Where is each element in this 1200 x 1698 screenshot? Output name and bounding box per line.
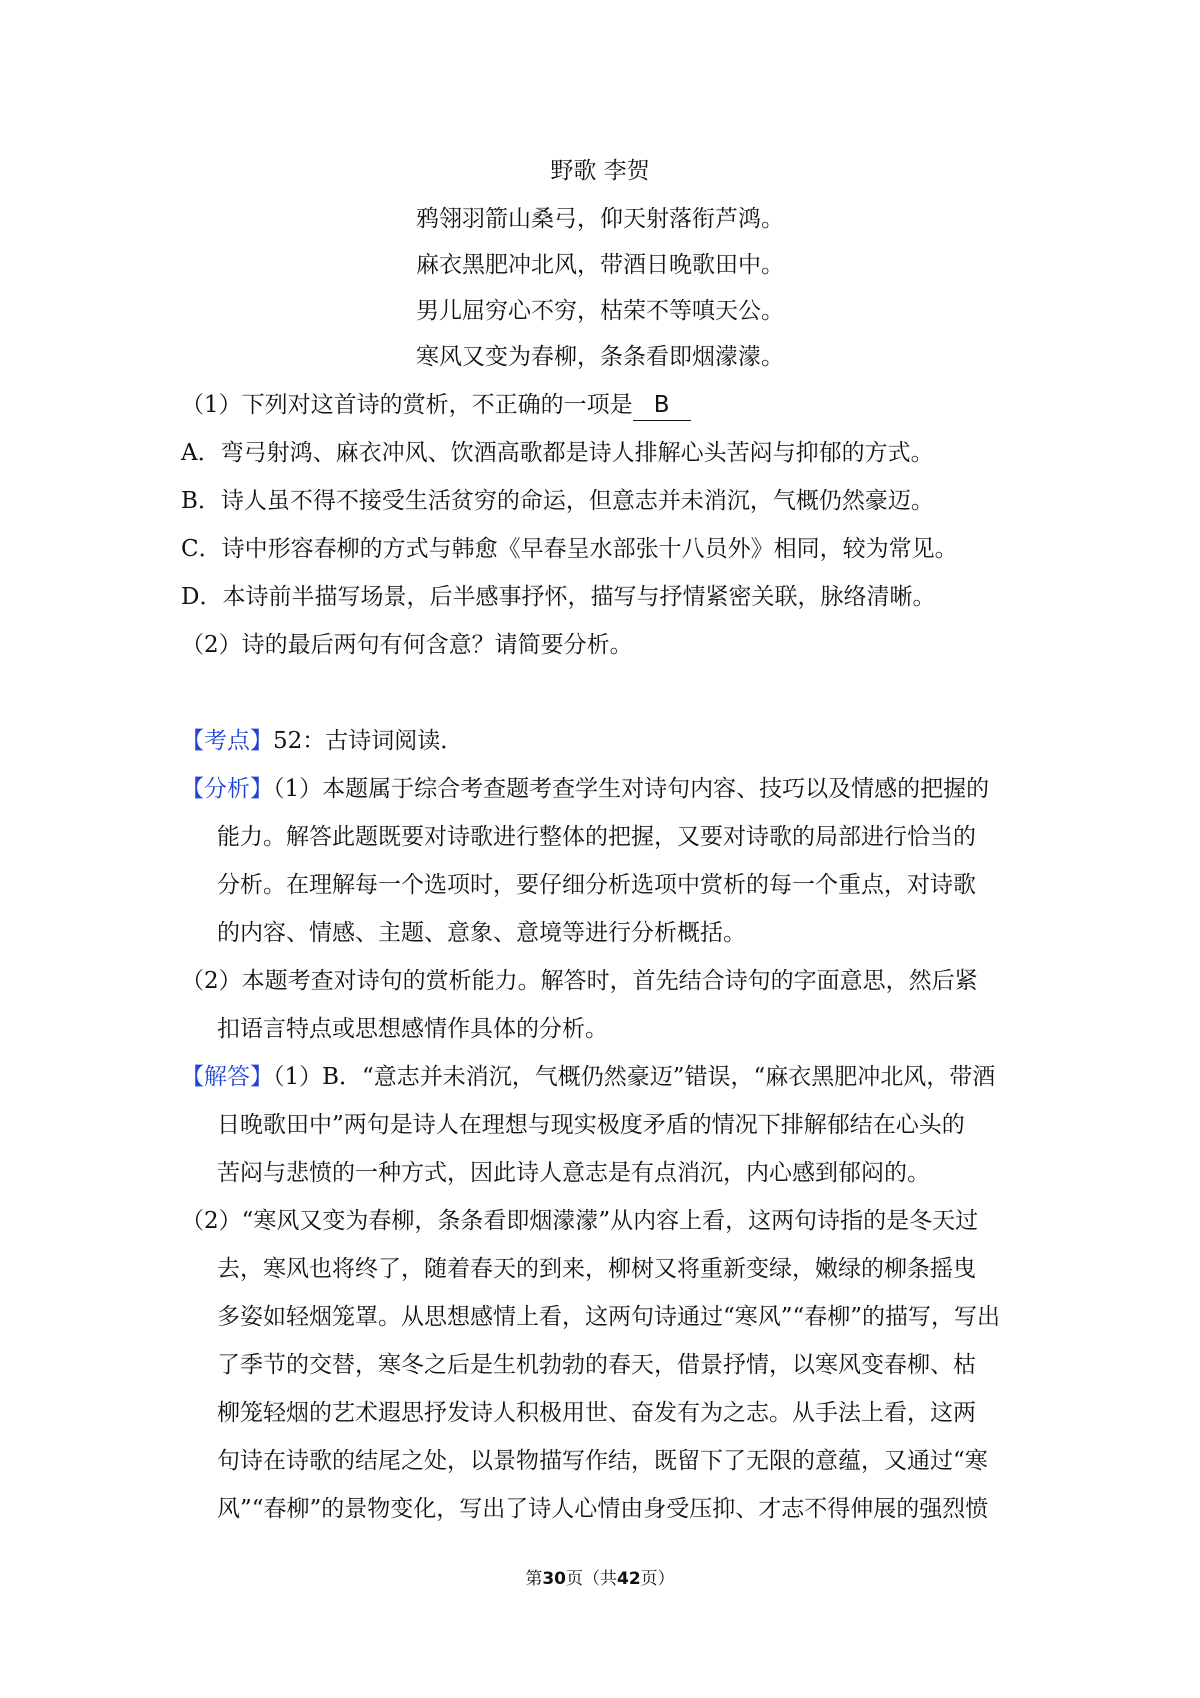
question-1 xyxy=(181,390,691,421)
footer-middle: 页（共 xyxy=(566,1569,617,1589)
fenxi-label: 【分析】 xyxy=(181,776,273,802)
fenxi-p1-line: 能力。解答此题既要对诗歌进行整体的把握，又要对诗歌的局部进行恰当的 xyxy=(217,824,976,850)
fenxi-first-line xyxy=(181,774,989,804)
jieda-p2-line: 了季节的交替，寒冬之后是生机勃勃的春天，借景抒情，以寒风变春柳、枯 xyxy=(217,1352,976,1378)
poem-line: 男儿屈穷心不穷，枯荣不等嗔天公。 xyxy=(416,298,784,324)
fenxi-p1-line: 的内容、情感、主题、意象、意境等进行分析概括。 xyxy=(217,920,746,946)
question-1-stem: （1）下列对这首诗的赏析，不正确的一项是 xyxy=(181,392,633,418)
jieda-p2-line: 去，寒风也将终了，随着春天的到来，柳树又将重新变绿，嫩绿的柳条摇曳 xyxy=(217,1256,976,1282)
jieda-label: 【解答】 xyxy=(181,1064,273,1090)
footer-total-pages: 42 xyxy=(617,1569,641,1589)
option-c: C．诗中形容春柳的方式与韩愈《早春呈水部张十八员外》相同，较为常见。 xyxy=(181,536,958,562)
jieda-p2-line: 柳笼轻烟的艺术遐思抒发诗人积极用世、奋发有为之志。从手法上看，这两 xyxy=(217,1400,976,1426)
poem-line: 鸦翎羽箭山桑弓，仰天射落衔芦鸿。 xyxy=(416,206,784,232)
kaodian-label: 【考点】 xyxy=(181,728,273,754)
poem-line: 寒风又变为春柳，条条看即烟濛濛。 xyxy=(416,344,784,370)
question-1-answer: B xyxy=(633,390,691,421)
jieda-p2-line: （2）“寒风又变为春柳，条条看即烟濛濛”从内容上看，这两句诗指的是冬天过 xyxy=(181,1208,979,1234)
fenxi-p1-line: 分析。在理解每一个选项时，要仔细分析选项中赏析的每一个重点，对诗歌 xyxy=(217,872,976,898)
jieda-p1-line: 日晚歌田中”两句是诗人在理想与现实极度矛盾的情况下排解郁结在心头的 xyxy=(217,1112,965,1138)
kaodian-text: 52：古诗词阅读． xyxy=(273,728,464,754)
option-a: A．弯弓射鸿、麻衣冲风、饮酒高歌都是诗人排解心头苦闷与抑郁的方式。 xyxy=(181,440,934,466)
footer-page-number: 30 xyxy=(542,1569,566,1589)
jieda-p2-line: 多姿如轻烟笼罩。从思想感情上看，这两句诗通过“寒风”“春柳”的描写，写出 xyxy=(217,1304,1001,1330)
option-b: B．诗人虽不得不接受生活贫穷的命运，但意志并未消沉，气概仍然豪迈。 xyxy=(181,488,934,514)
jieda-p2-line: 风”“春柳”的景物变化，写出了诗人心情由身受压抑、才志不得伸展的强烈愤 xyxy=(217,1496,989,1522)
footer-prefix: 第 xyxy=(525,1569,543,1589)
fenxi-p2-line: 扣语言特点或思想感情作具体的分析。 xyxy=(217,1016,608,1042)
option-d: D．本诗前半描写场景，后半感事抒怀，描写与抒情紧密关联，脉络清晰。 xyxy=(181,584,936,610)
jieda-p2-line: 句诗在诗歌的结尾之处，以景物描写作结，既留下了无限的意蕴，又通过“寒 xyxy=(217,1448,988,1474)
poem-line: 麻衣黑肥冲北风，带酒日晚歌田中。 xyxy=(416,252,784,278)
fenxi-p1-line: （1）本题属于综合考查题考查学生对诗句内容、技巧以及情感的把握的 xyxy=(273,776,990,802)
poem-title: 野歌 李贺 xyxy=(550,158,650,184)
footer-suffix: 页） xyxy=(640,1569,675,1589)
kaodian-section xyxy=(181,726,463,756)
page-footer xyxy=(0,1568,1200,1590)
question-2-stem: （2）诗的最后两句有何含意？请简要分析。 xyxy=(181,632,633,658)
fenxi-p2-line: （2）本题考查对诗句的赏析能力。解答时，首先结合诗句的字面意思，然后紧 xyxy=(181,968,978,994)
jieda-p1-line: 苦闷与悲愤的一种方式，因此诗人意志是有点消沉，内心感到郁闷的。 xyxy=(217,1160,930,1186)
jieda-first-line xyxy=(181,1062,995,1092)
jieda-p1-line: （1）B．“意志并未消沉，气概仍然豪迈”错误，“麻衣黑肥冲北风，带酒 xyxy=(273,1064,996,1090)
